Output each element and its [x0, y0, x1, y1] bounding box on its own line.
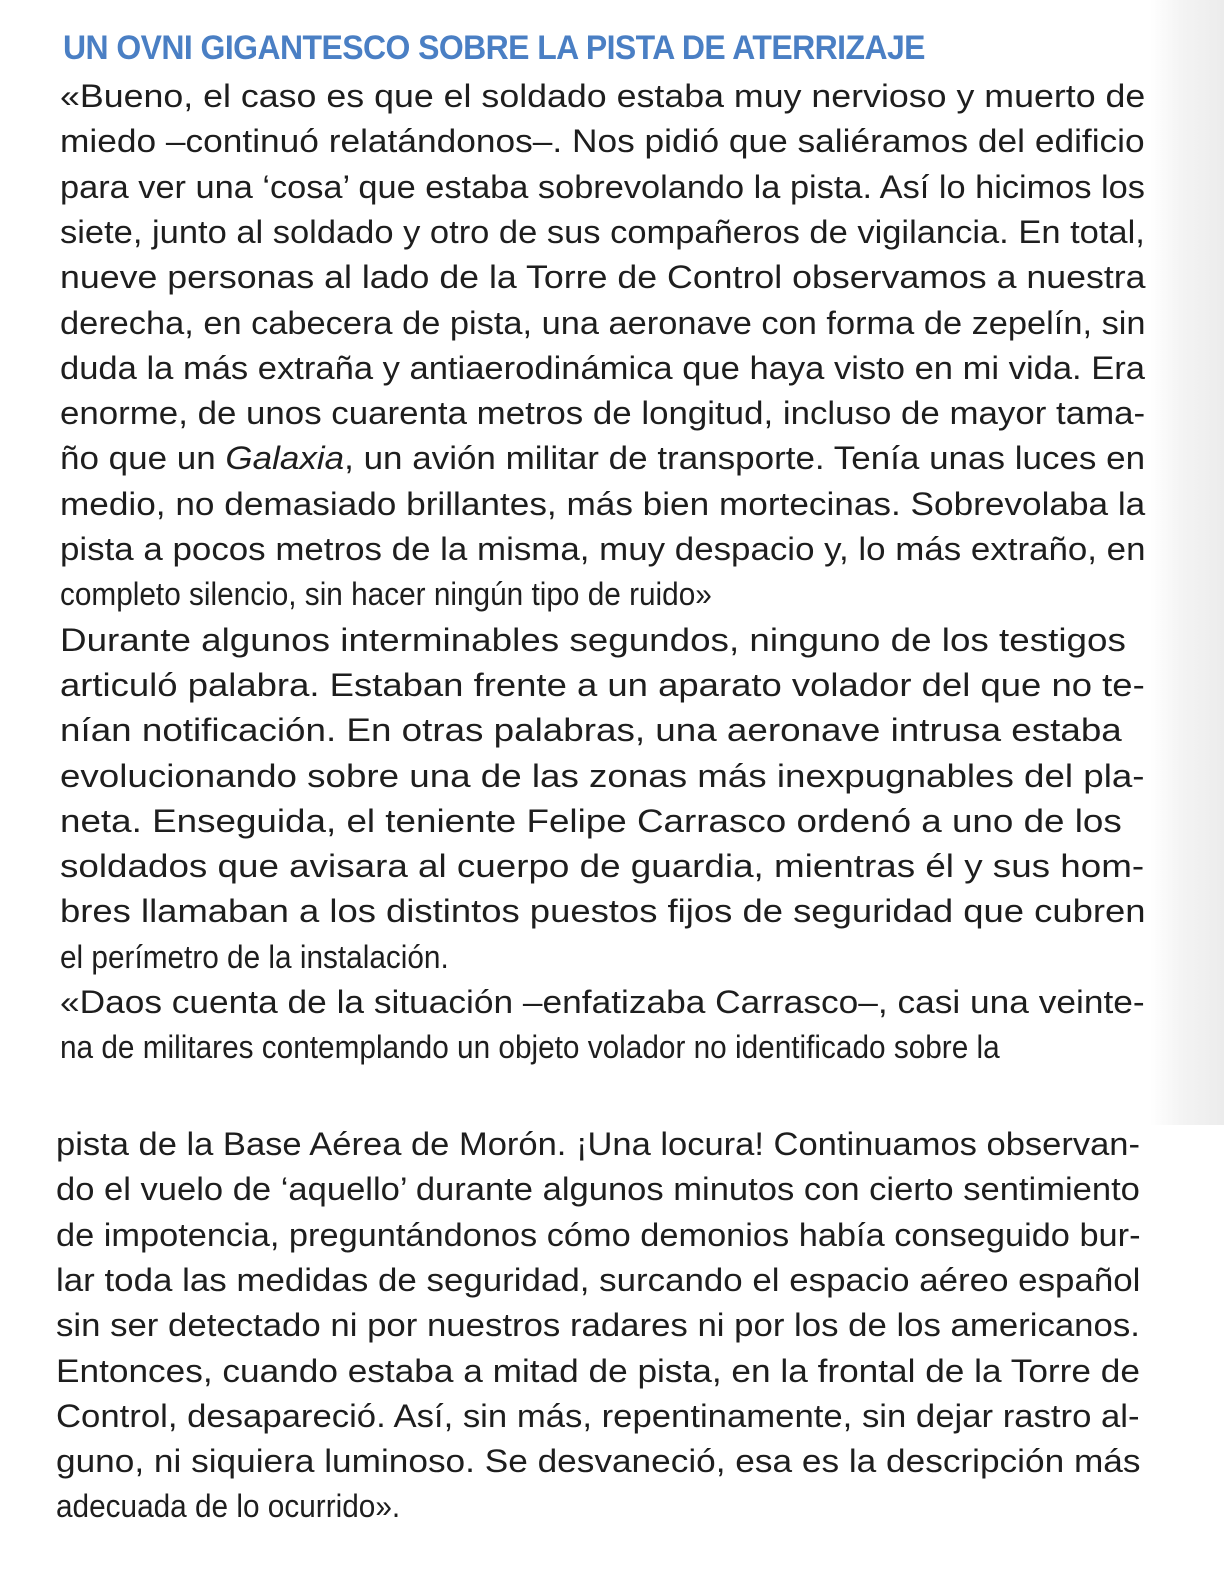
text-line: lar toda las medidas de seguridad, surcando el espacio aéreo español [56, 1261, 1141, 1298]
text-line: Entonces, cuando estaba a mitad de pista, en la frontal de la Torre de [56, 1352, 1140, 1389]
text-line: miedo –continuó relatándonos–. Nos pidió que saliéramos del edificio [60, 123, 1145, 160]
text-line: «Daos cuenta de la situación –enfatizaba Carrasco–, casi una veinte- [60, 984, 1145, 1020]
scan-edge-shadow [1150, 0, 1224, 1125]
text-line: «Bueno, el caso es que el soldado estaba muy nervioso y muerto de [60, 78, 1146, 114]
article-headline: UN OVNI GIGANTESCO SOBRE LA PISTA DE ATERRIZAJE [63, 29, 925, 67]
text-line: Durante algunos interminables segundos, ninguno de los testigos [60, 621, 1126, 658]
text-line: siete, junto al soldado y otro de sus compañeros de vigilancia. En total, [60, 213, 1145, 250]
text-line: duda la más extraña y antiaerodinámica que haya visto en mi vida. Era [60, 349, 1145, 386]
text-line: nueve personas al lado de la Torre de Control observamos a nuestra [60, 259, 1146, 296]
text-line: Control, desapareció. Así, sin más, repentinamente, sin dejar rastro al- [56, 1397, 1140, 1434]
text-line: do el vuelo de ‘aquello’ durante algunos minutos con cierto sentimiento [56, 1171, 1140, 1208]
text-line: pista de la Base Aérea de Morón. ¡Una locura! Continuamos observan- [56, 1126, 1140, 1162]
text-line: neta. Enseguida, el teniente Felipe Carrasco ordenó a uno de los [60, 802, 1122, 839]
text-line: na de militares contemplando un objeto volador no identificado sobre la [60, 1029, 1000, 1066]
text-line: articuló palabra. Estaban frente a un aparato volador del que no te- [60, 666, 1145, 703]
text-run: ño que un [60, 440, 226, 477]
text-line: para ver una ‘cosa’ que estaba sobrevolando la pista. Así lo hicimos los [60, 168, 1145, 205]
text-line: nían notificación. En otras palabras, una aeronave intrusa estaba [60, 712, 1122, 749]
text-line: el perímetro de la instalación. [60, 938, 449, 975]
text-line: pista a pocos metros de la misma, muy despacio y, lo más extraño, en [60, 531, 1146, 567]
text-line: bres llamaban a los distintos puestos fijos de seguridad que cubren [60, 893, 1146, 930]
text-line: medio, no demasiado brillantes, más bien mortecinas. Sobrevolaba la [60, 485, 1146, 522]
text-line: sin ser detectado ni por nuestros radares ni por los de los americanos. [56, 1307, 1140, 1344]
text-line: adecuada de lo ocurrido». [56, 1488, 401, 1525]
text-line [60, 436, 1145, 480]
text-run: , un avión militar de transporte. Tenía unas luces en [344, 440, 1146, 477]
text-line: soldados que avisara al cuerpo de guardia, mientras él y sus hom- [60, 848, 1145, 885]
text-line: completo silencio, sin hacer ningún tipo de ruido» [60, 576, 712, 613]
text-line: guno, ni siquiera luminoso. Se desvaneció, esa es la descripción más [56, 1443, 1141, 1480]
text-line: enorme, de unos cuarenta metros de longitud, incluso de mayor tama- [60, 395, 1146, 432]
text-line: de impotencia, preguntándonos cómo demonios había conseguido bur- [56, 1216, 1141, 1253]
italic-title: Galaxia [225, 440, 345, 477]
text-line: evolucionando sobre una de las zonas más inexpugnables del pla- [60, 757, 1145, 794]
text-line: derecha, en cabecera de pista, una aeronave con forma de zepelín, sin [60, 304, 1146, 341]
